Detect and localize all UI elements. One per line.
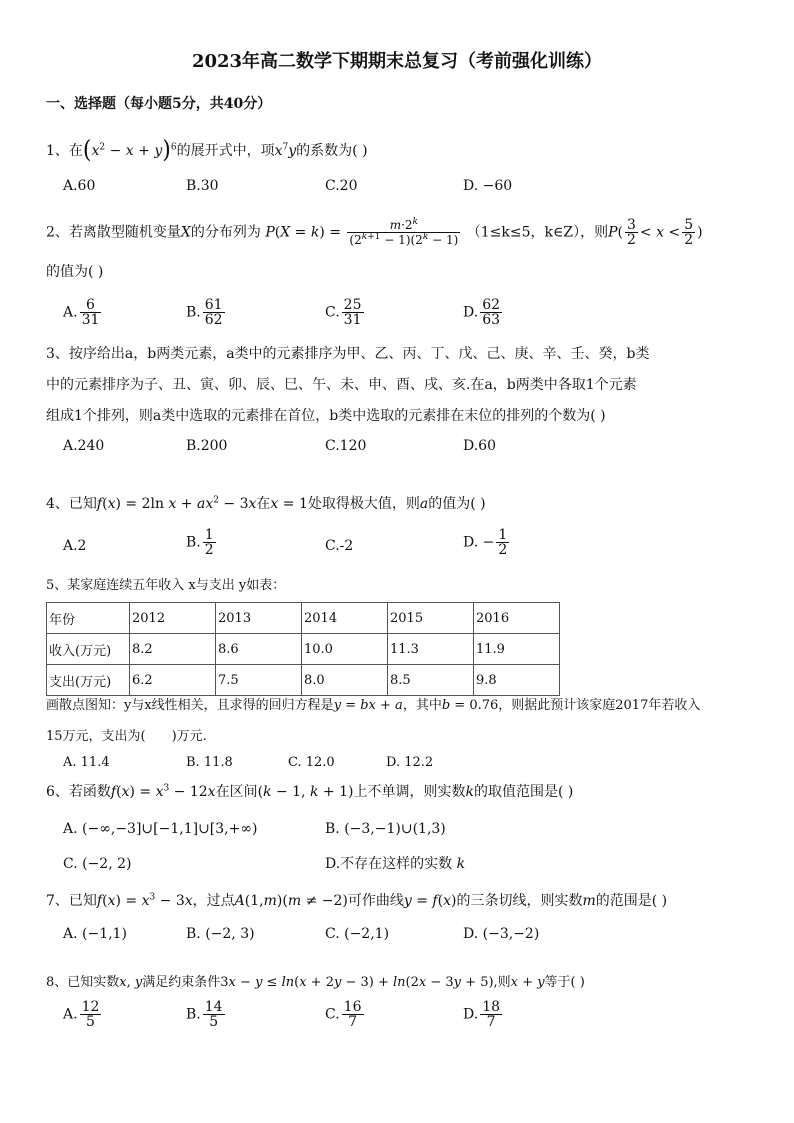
- q4-option-c[interactable]: C.-2: [325, 538, 354, 554]
- q8-option-a[interactable]: A. $\frac{12}{5}$: [63, 999, 100, 1030]
- q7-option-b[interactable]: B. (−2, 3): [186, 926, 255, 942]
- q5-option-c[interactable]: C. 12.0: [288, 755, 335, 770]
- q3-option-a[interactable]: A.240: [63, 438, 105, 454]
- question-5: 5、某家庭连续五年收入 x与支出 y如表：: [46, 578, 286, 593]
- q5-option-b[interactable]: B. 11.8: [186, 755, 233, 770]
- q7-option-c[interactable]: C. (−2,1): [325, 926, 390, 942]
- question-5-text-2: 15万元，支出为( )万元.: [46, 729, 207, 744]
- table-cell: 年份: [47, 603, 130, 634]
- question-2: 2、若离散型随机变量X的分布列为 P(X = k) = $\frac{m\cdot 2^k}{(2^{k+1} - 1)(2^k - 1)}$ （1≤k≤5，k∈Z），则P( $\frac{3}{2}$ < x < $\frac{5}{2}$ ): [46, 217, 703, 248]
- q2-option-a[interactable]: A. $\frac{6}{31}$: [63, 297, 100, 328]
- q1-option-b[interactable]: B.30: [186, 178, 219, 194]
- table-cell: 11.3: [388, 634, 474, 665]
- table-cell: 2013: [216, 603, 302, 634]
- table-cell: 2012: [130, 603, 216, 634]
- q8-option-c[interactable]: C. $\frac{16}{7}$: [325, 999, 362, 1030]
- section-heading: 一、选择题（每小题5分，共40分）: [46, 96, 272, 112]
- q3-option-b[interactable]: B.200: [186, 438, 228, 454]
- q6-option-a[interactable]: A. (−∞,−3]∪[−1,1]∪[3,+∞): [63, 821, 258, 837]
- question-8: 8、已知实数x, y满足约束条件3x − y ≤ ln(x + 2y − 3) + ln(2x − 3y + 5),则x + y等于( ): [46, 975, 585, 990]
- question-5-text-1: 画散点图知：y与x线性相关，且求得的回归方程是y = bx + a，其中b = 0.76，则据此预计该家庭2017年若收入: [46, 698, 701, 713]
- table-cell: 2014: [302, 603, 388, 634]
- question-4: 4、已知f(x) = 2ln $x + ax^2 - 3x$在x = 1处取得极大值，则a的值为( ): [46, 495, 486, 512]
- table-cell: 8.0: [302, 665, 388, 696]
- q2-option-d[interactable]: D. $\frac{62}{63}$: [463, 297, 501, 328]
- q8-option-b[interactable]: B. $\frac{14}{5}$: [186, 999, 223, 1030]
- q1-option-d[interactable]: D. −60: [463, 178, 513, 194]
- q3-option-d[interactable]: D.60: [463, 438, 496, 454]
- q4-option-a[interactable]: A.2: [63, 538, 87, 554]
- question-7: 7、已知$f(x) = x^3 - 3x$，过点A(1,m)(m ≠ −2)可作曲线y = f(x)的三条切线，则实数m的范围是( ): [46, 892, 668, 909]
- question-3-line-2: 中的元素排序为子、丑、寅、卯、辰、巳、午、未、申、酉、戌、亥.在a，b两类中各取1个元素: [46, 377, 637, 393]
- q1-option-c[interactable]: C.20: [325, 178, 358, 194]
- table-cell: 10.0: [302, 634, 388, 665]
- q6-option-b[interactable]: B. (−3,−1)∪(1,3): [325, 821, 446, 837]
- q4-option-d[interactable]: D. − $\frac{1}{2}$: [463, 527, 508, 558]
- income-expense-table: [46, 602, 560, 696]
- q1-option-a[interactable]: A.60: [63, 178, 96, 194]
- q2-option-b[interactable]: B. $\frac{61}{62}$: [186, 297, 223, 328]
- table-row: [47, 603, 560, 634]
- q6-option-c[interactable]: C. (−2, 2): [63, 856, 132, 872]
- table-row: [47, 634, 560, 665]
- table-cell: 9.8: [474, 665, 560, 696]
- q3-option-c[interactable]: C.120: [325, 438, 367, 454]
- question-3-line-3: 组成1个排列，则a类中选取的元素排在首位，b类中选取的元素排在末位的排列的个数为( ): [46, 408, 606, 424]
- table-cell: 2015: [388, 603, 474, 634]
- table-cell: 8.2: [130, 634, 216, 665]
- q7-option-d[interactable]: D. (−3,−2): [463, 926, 540, 942]
- q5-option-a[interactable]: A. 11.4: [63, 755, 110, 770]
- table-cell: 2016: [474, 603, 560, 634]
- q6-option-d[interactable]: D.不存在这样的实数 k: [325, 856, 466, 872]
- q7-option-a[interactable]: A. (−1,1): [63, 926, 127, 942]
- table-cell: 8.6: [216, 634, 302, 665]
- table-row: [47, 665, 560, 696]
- q2-tail: 的值为( ): [46, 264, 104, 280]
- table-cell: 支出(万元): [47, 665, 130, 696]
- table-cell: 收入(万元): [47, 634, 130, 665]
- table-cell: 6.2: [130, 665, 216, 696]
- table-cell: 11.9: [474, 634, 560, 665]
- q8-option-d[interactable]: D. $\frac{18}{7}$: [463, 999, 501, 1030]
- table-cell: 8.5: [388, 665, 474, 696]
- question-3-line-1: 3、按序给出a，b两类元素，a类中的元素排序为甲、乙、丙、丁、戊、己、庚、辛、壬、癸，b类: [46, 346, 650, 362]
- question-6: 6、若函数$f(x) = x^3 - 12x$在区间(k − 1, k + 1)上不单调，则实数k的取值范围是( ): [46, 783, 574, 800]
- page-title: 2023年高二数学下期期末总复习（考前强化训练）: [191, 51, 603, 72]
- q2-option-c[interactable]: C. $\frac{25}{31}$: [325, 297, 362, 328]
- table-cell: 7.5: [216, 665, 302, 696]
- question-1: 1、在$(x^2 - x + y)^6$的展开式中，项$x^7y$的系数为( ): [46, 136, 368, 165]
- q4-option-b[interactable]: B. $\frac{1}{2}$: [186, 527, 214, 558]
- q5-option-d[interactable]: D. 12.2: [386, 755, 434, 770]
